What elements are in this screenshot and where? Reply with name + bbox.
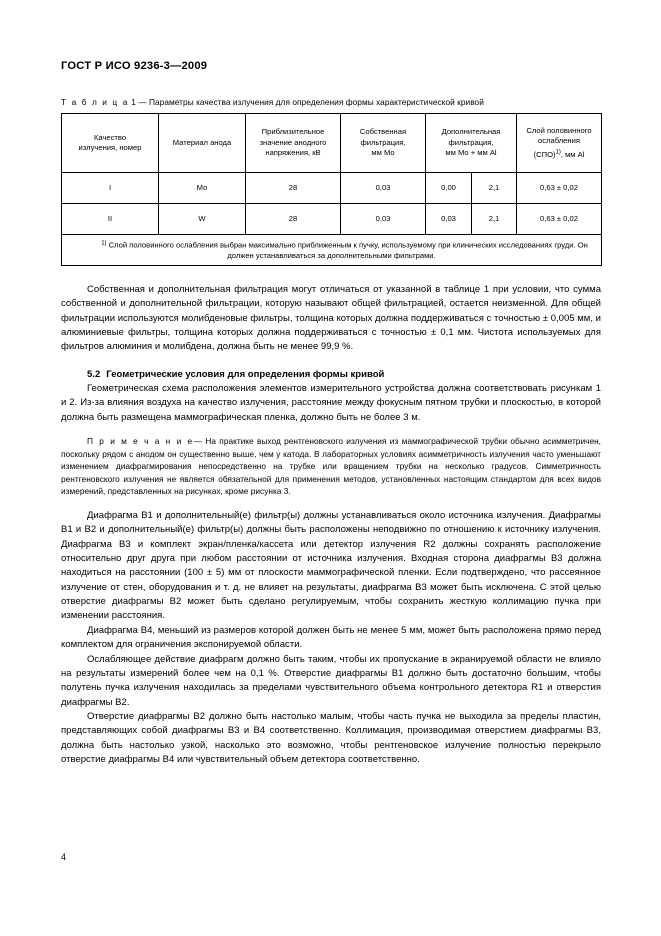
section-title: Геометрические условия для определения формы кривой [106,368,385,380]
table-row [62,204,602,235]
table-header-own-filtration [341,114,426,173]
cell-anode-material: W [159,204,246,235]
paragraph-attenuation: Ослабляющее действие диафрагм должно быть таким, чтобы их пропускание в экранируемой области не влияло на результаты измерений более чем на 0,1 %. Отверстие диафрагмы В1 должно быть достаточно большим, чтобы полутень пучка излучения находилась за пределами чувствительного объема контрольного детектора R1 и отверстия диафрагмы В2. [61,653,601,708]
cell-half-value-layer: 0,63 ± 0,02 [517,173,602,204]
cell-quality: I [62,173,159,204]
section-heading-5-2 [61,368,601,382]
paragraph-diaphragm-b2: Отверстие диафрагмы В2 должно быть настолько малым, чтобы часть пучка не выходила за пределы пластин, представляющих собой диафрагмы В3 и В4 соответственно. Коллимация, производимая отверстием диафрагмы В3, должна быть настолько узкой, насколько это возможно, чтобы рентгеновское излучение полностью перекрыло отверстие диафрагмы В4 или чувствительный объем детектора соответственно. [61,710,601,765]
table-footnote-marker: 1) [101,240,107,247]
cell-extra-filtration-al: 2,1 [472,204,517,235]
cell-extra-filtration-mo: 0,00 [426,173,472,204]
table-header-half-value-layer [517,114,602,173]
table-header-quality [62,114,159,173]
radiation-quality-table [61,113,602,266]
paragraph-diaphragm-b4: Диафрагма В4, меньший из размеров которой должен быть не менее 5 мм, может быть расположена прямо перед комплектом для ограничения экспонируемой области. [61,624,601,651]
paragraph-diaphragm-b1: Диафрагма В1 и дополнительный(е) фильтр(ы) должны устанавливаться около источника излучения. Диафрагмы В1 и В2 и дополнительный(е) фильтр(ы) должны быть расположены неподвижно по отношению к источнику излучения. Диафрагма В3 и комплект экран/пленка/кассета или детектор излучения R2 должны сохранять расположение относительно друг друга при любом расстоянии от источника излучения. Входная сторона диафрагмы В3 должна находиться на расстоянии (100 ± 5) мм от плоскости маммографической пленки. Если подтверждено, что рассеянное излучение от стен, оборудования и т. д. не влияет на результаты, диафрагма В3 может быть исключена. С этой целью отверстие диафрагмы В2 может быть сделано регулируемым, чтобы сохранить жесткую коллимацию пучка при изменении расстояния. [61,510,601,622]
paragraph-geometry: Геометрическая схема расположения элементов измерительного устройства должна соответствовать рисункам 1 и 2. Из-за влияния воздуха на качество излучения, расстояние между фокусным пятном трубки и плоскостью, в которой должна быть размещена маммографическая пленка, должно быть не более 3 м. [61,383,601,423]
header-voltage-line2: значение анодного [259,137,327,147]
section-number: 5.2 [87,368,101,380]
cell-extra-filtration-al: 2,1 [472,173,517,204]
header-hvl-line2: ослабления [538,136,580,146]
note-dash: — [193,436,202,447]
cell-half-value-layer: 0,63 ± 0,02 [517,204,602,235]
note-text: На практике выход рентгеновского излучения из маммографической трубки обычно асимметричен, поскольку рядом с анодом он существенно выше, чем у катода. В лабораторных условиях асимметричность излучения часто уменьшают изменением диафрагмирования непосредственно на трубке или вращением трубки на несколько градусов. Симметричность рентгеновского излучения не является обязательной для применения методов, установленных настоящим стандартом для всех видов измерений, представленных на рисунках, кроме рисунка 3. [61,436,602,497]
table-footnote [62,235,602,266]
header-hvl-abbrev: (СПО) [533,149,556,159]
page-number: 4 [61,852,67,862]
table-caption-text: Параметры качества излучения для определения формы характеристической кривой [149,97,484,107]
header-own-filtration-line1: Собственная [359,127,407,137]
table-caption [61,97,601,108]
header-extra-filtration-line1: Дополнительная [441,127,501,137]
table-header-anode-voltage [246,114,341,173]
paragraph-filtration: Собственная и дополнительная фильтрация могут отличаться от указанной в таблице 1 при условии, что сумма собственной и дополнительной фильтрации, которую называют общей фильтрацией, остается неизменной. Для общей фильтрации используются молибденовые фильтры, толщина которых должна поддерживаться с точностью ± 0,005 мм, и алюминиевые фильтры, толщина которых должна поддерживаться с точностью ± 0,1 мм. Чистота используемых для фильтров алюминия и молибдена, должна быть не менее 99,9 %. [61,284,601,353]
header-quality-line1: Качество [93,132,127,142]
table-header-extra-filtration [426,114,517,173]
header-anode-line1: Материал анода [172,137,232,147]
page-content [61,0,601,767]
table-caption-dash: — [138,97,147,107]
table-caption-label: Т а б л и ц а [61,97,129,107]
header-hvl-line1: Слой половинного [526,125,592,135]
header-hvl-line3 [520,147,598,160]
cell-quality: II [62,204,159,235]
header-extra-filtration-line2: фильтрация, [448,137,494,147]
note-asymmetry [61,435,601,498]
table-footnote-text: Слой половинного ослабления выбран максимально приближенным к пучку, используемому при клинических исследованиях груди. Он должен устанавливаться за дополнительными фильтрами. [108,240,588,261]
note-label: П р и м е ч а н и е [87,436,194,447]
header-hvl-unit: , мм Al [560,149,585,159]
cell-own-filtration: 0,03 [341,204,426,235]
table-row [62,173,602,204]
header-voltage-line3: напряжения, кВ [265,148,321,158]
document-header-standard-number: ГОСТ Р ИСО 9236-3—2009 [61,60,208,72]
table-body [62,173,602,266]
cell-anode-material: Мо [159,173,246,204]
cell-anode-voltage: 28 [246,173,341,204]
header-hvl-footnote-marker: 1) [555,148,561,155]
table-header-anode-material [159,114,246,173]
header-extra-filtration-line3: мм Мо + мм Al [445,148,497,158]
table-head [62,114,602,173]
cell-own-filtration: 0,03 [341,173,426,204]
table-footnote-row [62,235,602,266]
header-own-filtration-line3: мм Мо [371,148,395,158]
cell-anode-voltage: 28 [246,204,341,235]
table-header-row [62,114,602,173]
header-quality-line2: излучения, номер [78,143,142,152]
header-voltage-line1: Приблизительное [261,127,325,137]
header-own-filtration-line2: фильтрация, [360,137,406,147]
cell-extra-filtration-mo: 0,03 [426,204,472,235]
table-caption-number: 1 [131,97,136,107]
